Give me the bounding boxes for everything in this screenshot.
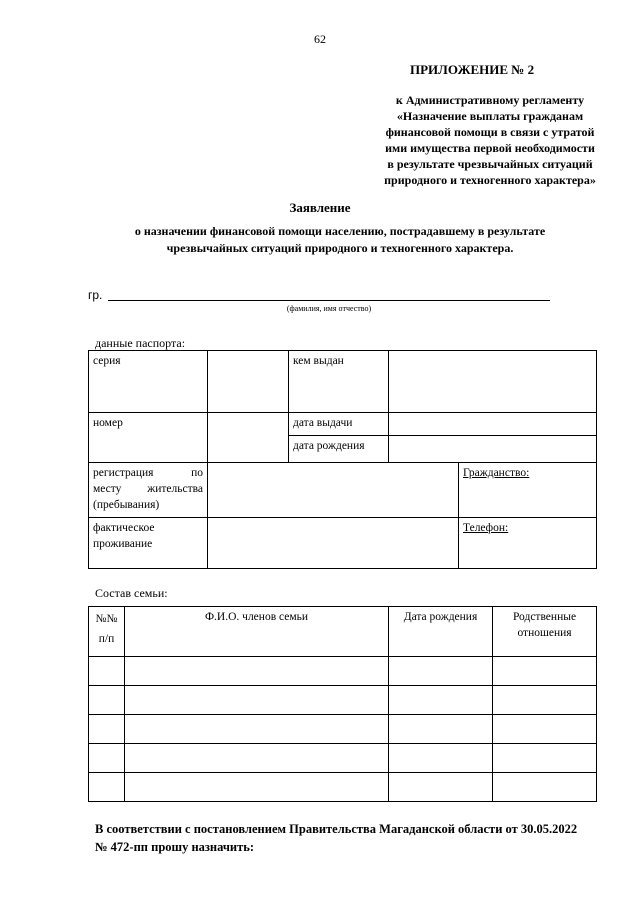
issued-by-label-cell — [289, 351, 389, 413]
family-header-birth-date — [389, 607, 493, 657]
regulation-line: финансовой помощи в связи с утратой — [385, 125, 595, 139]
header-birth-date-text: Дата рождения — [403, 611, 478, 623]
family-section-label: Состав семьи: — [95, 586, 168, 600]
actual-residence-line: проживание — [93, 538, 153, 550]
registration-label — [89, 463, 207, 515]
family-cell-birth-date[interactable] — [389, 715, 493, 744]
page-number: 62 — [314, 32, 326, 46]
citizen-name-field[interactable] — [108, 300, 550, 301]
series-label: серия — [93, 355, 121, 367]
family-header-number-text — [89, 607, 124, 651]
passport-section-label: данные паспорта: — [95, 336, 186, 350]
series-label-cell — [89, 351, 208, 413]
family-cell-relation[interactable] — [493, 715, 597, 744]
actual-residence-label — [89, 518, 207, 554]
table-row — [89, 744, 597, 773]
issued-by-value-cell[interactable] — [389, 351, 597, 413]
family-cell-number[interactable] — [89, 686, 125, 715]
issued-by-label: кем выдан — [293, 355, 344, 367]
citizenship-cell[interactable] — [459, 463, 597, 518]
subtitle-line: чрезвычайных ситуаций природного и техногенного характера. — [166, 241, 514, 255]
family-cell-birth-date[interactable] — [389, 744, 493, 773]
family-cell-name[interactable] — [125, 657, 389, 686]
header-name-text: Ф.И.О. членов семьи — [204, 611, 309, 623]
family-cell-number[interactable] — [89, 657, 125, 686]
regulation-line: в результате чрезвычайных ситуаций — [387, 157, 593, 171]
number-value-cell[interactable] — [208, 413, 289, 463]
regulation-line: «Назначение выплаты гражданам — [396, 109, 584, 123]
family-cell-relation[interactable] — [493, 686, 597, 715]
registration-label-cell — [89, 463, 208, 518]
registration-line: месту жительства — [93, 483, 203, 495]
family-cell-relation[interactable] — [493, 744, 597, 773]
registration-line: (пребывания) — [93, 499, 160, 511]
header-number-line: №№ — [95, 613, 118, 625]
registration-value-cell[interactable] — [208, 463, 459, 518]
regulation-line: к Административному регламенту — [395, 93, 585, 107]
actual-residence-value-cell[interactable] — [208, 518, 459, 569]
family-header-name — [125, 607, 389, 657]
decision-line: № 472-пп прошу назначить: — [95, 840, 255, 854]
phone-label: Телефон: — [463, 522, 509, 534]
family-cell-birth-date[interactable] — [389, 773, 493, 802]
family-cell-birth-date[interactable] — [389, 657, 493, 686]
passport-table — [88, 350, 597, 569]
family-table — [88, 606, 597, 802]
appendix-title: ПРИЛОЖЕНИЕ № 2 — [410, 62, 535, 77]
actual-residence-label-cell — [89, 518, 208, 569]
citizen-name-hint: (фамилия, имя отчество) — [286, 304, 372, 313]
header-relation-line: Родственные — [512, 611, 577, 623]
birth-date-value-cell[interactable] — [389, 436, 597, 463]
family-cell-birth-date[interactable] — [389, 686, 493, 715]
subtitle-line: о назначении финансовой помощи населению, пострадавшему в результате — [134, 224, 546, 238]
header-relation-text — [493, 607, 596, 643]
header-relation-line: отношения — [517, 627, 572, 639]
family-cell-name[interactable] — [125, 773, 389, 802]
registration-line: регистрация по — [93, 467, 203, 479]
table-row — [89, 773, 597, 802]
issue-date-label-cell — [289, 413, 389, 436]
regulation-line: природного и техногенного характера» — [384, 173, 596, 187]
regulation-line: ими имущества первой необходимости — [385, 141, 595, 155]
family-cell-name[interactable] — [125, 744, 389, 773]
family-cell-name[interactable] — [125, 715, 389, 744]
family-cell-relation[interactable] — [493, 773, 597, 802]
table-row — [89, 657, 597, 686]
family-cell-relation[interactable] — [493, 657, 597, 686]
family-cell-number[interactable] — [89, 715, 125, 744]
citizen-prefix: гр. — [88, 288, 103, 302]
number-label-cell — [89, 413, 208, 463]
document-subtitle — [80, 223, 600, 257]
issue-date-value-cell[interactable] — [389, 413, 597, 436]
birth-date-label-cell — [289, 436, 389, 463]
decision-statement — [95, 820, 615, 856]
family-cell-name[interactable] — [125, 686, 389, 715]
table-row — [89, 715, 597, 744]
issue-date-label: дата выдачи — [293, 417, 353, 429]
regulation-reference — [340, 92, 640, 188]
document-title: Заявление — [289, 200, 351, 215]
birth-date-label: дата рождения — [293, 440, 365, 452]
citizenship-label: Гражданство: — [463, 467, 530, 479]
actual-residence-line: фактическое — [93, 522, 155, 534]
phone-cell[interactable] — [459, 518, 597, 569]
table-row — [89, 686, 597, 715]
family-cell-number[interactable] — [89, 773, 125, 802]
series-value-cell[interactable] — [208, 351, 289, 413]
family-header-relation — [493, 607, 597, 657]
family-header-number — [89, 607, 125, 657]
number-label: номер — [93, 417, 123, 429]
family-cell-number[interactable] — [89, 744, 125, 773]
header-number-line: п/п — [98, 633, 115, 645]
decision-line: В соответствии с постановлением Правительства Магаданской области от 30.05.2022 — [95, 822, 578, 836]
